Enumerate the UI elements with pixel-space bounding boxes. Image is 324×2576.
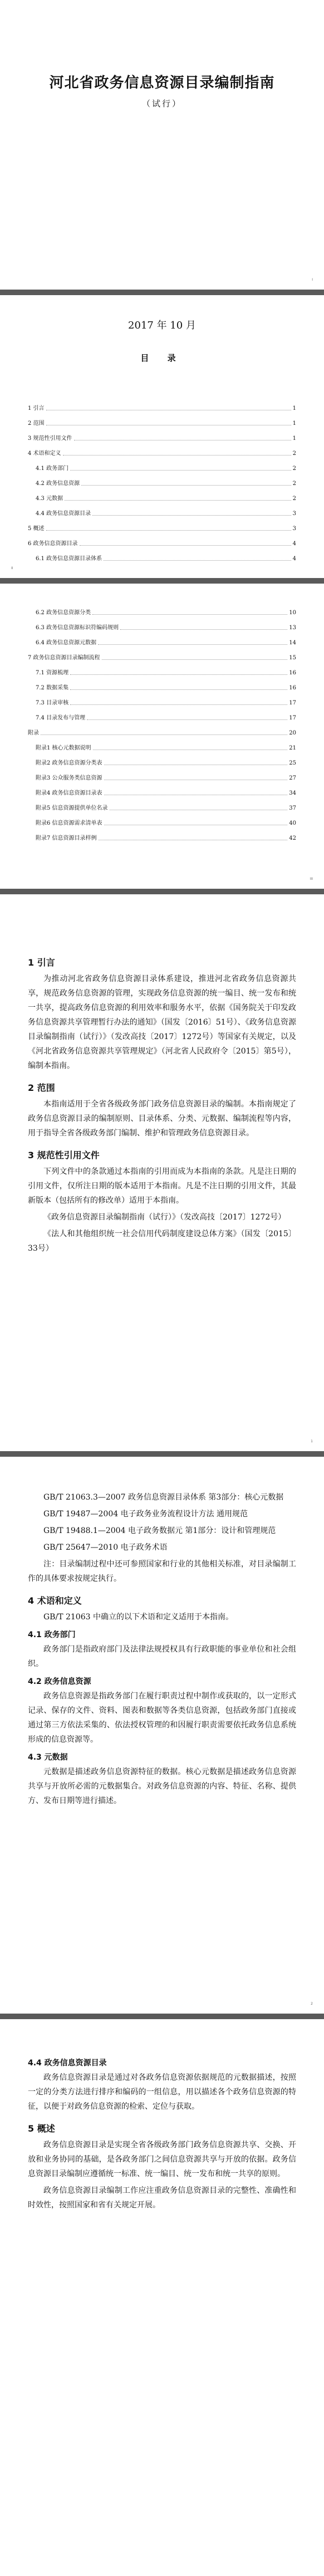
toc-entry-page: 2	[292, 481, 296, 487]
toc-entry[interactable]	[28, 767, 296, 782]
toc-leader-dots	[70, 689, 287, 690]
toc-entry[interactable]	[28, 737, 296, 752]
page-number: III	[310, 877, 313, 881]
page-number: II	[11, 566, 13, 570]
subsection-heading: 4.2 政务信息资源	[28, 1677, 91, 1686]
toc-entry[interactable]	[28, 616, 296, 631]
toc-entry-title: 附录2 政务信息资源分类表	[36, 760, 102, 766]
toc-leader-dots	[70, 704, 287, 705]
toc-entry-page: 1	[292, 420, 296, 427]
toc-entry-title: 7.1 资源梳理	[36, 670, 69, 676]
toc-entry-page: 1	[292, 435, 296, 442]
toc-entry-title: 附录3 公众服务类信息资源	[36, 775, 102, 781]
toc-entry[interactable]	[28, 827, 296, 842]
toc-entry[interactable]	[28, 692, 296, 707]
toc-leader-dots	[65, 500, 291, 501]
toc-entry-page: 16	[289, 670, 296, 676]
toc-entry-title: 7.2 数据采集	[36, 685, 69, 691]
toc-entry-page: 17	[289, 715, 296, 721]
section-heading-intro: 1 引言	[28, 957, 55, 968]
toc-entry-title: 6 政务信息资源目录	[28, 541, 78, 547]
paragraph: 政务信息资源是指政务部门在履行职责过程中制作或获取的，以一定形式记录、保存的文件、资料、图表和数据等各类信息资源，包括政务部门直接或通过第三方依法采集的、依法授权管理的和因履行职责需要依托政务信息系统形成的信息资源等。	[28, 1692, 296, 1744]
document-date: 2017 年 10 月	[128, 320, 196, 331]
toc-entry-title: 4.1 政务部门	[36, 466, 69, 472]
section-heading-scope: 2 范围	[28, 1083, 55, 1093]
toc-page-2	[0, 584, 324, 889]
paragraph: 政务信息资源目录是通过对各政务信息资源依据规范的元数据描述，按照一定的分类方法进行排序和编码的一组信息，用以描述各个政务信息资源的特征，以便于对政务信息资源的检索、定位与获取。	[28, 2073, 296, 2111]
toc-entry[interactable]	[28, 427, 296, 442]
toc-entry-title: 6.4 政务信息资源元数据	[36, 640, 97, 646]
toc-entry-page: 10	[289, 610, 296, 616]
toc-entry[interactable]	[28, 722, 296, 737]
paragraph: 政务信息资源目录是实现全省各级政务部门政务信息资源共享、交换、开放和业务协同的基础，是各政务部门之间信息资源共享与开放的依据。政务信息资源目录编制应遵循统一标准、统一编目、统一发布和统一共享的原则。	[28, 2141, 296, 2178]
cover-page	[0, 0, 324, 290]
toc-entry[interactable]	[28, 487, 296, 502]
toc-entry-title: 2 范围	[28, 420, 45, 427]
toc-leader-dots	[41, 734, 287, 735]
toc-entry-title: 附录5 信息资源提供单位名录	[36, 805, 108, 811]
toc-leader-dots	[87, 719, 287, 720]
section-heading-overview: 5 概述	[28, 2123, 55, 2134]
toc-entry[interactable]	[28, 457, 296, 472]
document-title: 河北省政务信息资源目录编制指南	[49, 75, 275, 91]
toc-entry[interactable]	[28, 532, 296, 547]
toc-leader-dots	[92, 614, 287, 615]
paragraph: 为推动河北省政务信息资源目录体系建设，推进河北省政务信息资源共享，规范政务信息资源的管理，实现政务信息资源的统一编目、统一发布和统一共享，提高政务信息资源的利用效率和服务水平，依据《国务院关于印发政务信息资源共享管理暂行办法的通知》（国发〔2016〕51号）、《政务信息资源目录编制指南（试行）》（发改高技〔2017〕1272号）等国家有关规定，以及《河北省政务信息资源共享管理规定》（河北省人民政府令〔2015〕第5号），编制本指南。	[28, 974, 296, 1070]
toc-entry-title: 附录6 信息资源需求清单表	[36, 820, 102, 826]
document-subtitle: （试行）	[141, 99, 182, 109]
toc-entry[interactable]	[28, 397, 296, 412]
toc-entry[interactable]	[28, 517, 296, 532]
paragraph: 元数据是描述政务信息资源特征的数据。核心元数据是描述政务信息资源共享与开放所必需的元数据集合。对政务信息资源的内容、特征、名称、提供方、发布日期等进行描述。	[28, 1767, 296, 1805]
toc-entry-title: 7.4 目录发布与管理	[36, 715, 86, 721]
toc-entry-page: 4	[292, 541, 296, 547]
content-page-3	[0, 2019, 324, 2576]
section-heading-references: 3 规范性引用文件	[28, 1150, 100, 1160]
toc-entry-title: 附录	[28, 730, 39, 736]
toc-entry-page: 2	[292, 496, 296, 502]
toc-entry-page: 37	[289, 805, 296, 811]
toc-entry-title: 6.2 政务信息资源分类	[36, 610, 91, 616]
toc-entry-page: 42	[289, 835, 296, 841]
subsection-heading: 4.1 政务部门	[28, 1630, 76, 1639]
toc-entry-page: 3	[292, 526, 296, 532]
toc-entry-page: 13	[289, 625, 296, 631]
reference-item: 《法人和其他组织统一社会信用代码制度建设总体方案》（国发〔2015〕33号）	[28, 1230, 296, 1253]
standard-reference: GB/T 19487—2004 电子政务业务流程设计方法 通用规范	[43, 1510, 248, 1519]
toc-entry-page: 2	[292, 450, 296, 457]
toc-entry-title: 7 政务信息资源目录编制流程	[28, 655, 100, 661]
toc-leader-dots	[81, 485, 291, 486]
toc-entry-page: 25	[289, 760, 296, 766]
toc-entry-page: 16	[289, 685, 296, 691]
toc-entry-title: 附录7 信息资源目录样例	[36, 835, 97, 841]
toc-entry-title: 4.2 政务信息资源	[36, 481, 80, 487]
toc-entry-title: 7.3 目录审核	[36, 700, 69, 706]
toc-entry-title: 1 引言	[28, 405, 45, 412]
toc-entry-page: 27	[289, 775, 296, 781]
section-heading-terms: 4 术语和定义	[28, 1595, 82, 1606]
toc-entry-title: 附录4 政务信息资源目录表	[36, 790, 102, 796]
toc-leader-dots	[80, 545, 291, 546]
paragraph: 政务信息资源目录编制工作应注重政务信息资源目录的完整性、准确性和时效性，按照国家和省有关规定开展。	[28, 2186, 296, 2210]
toc-entry-page: 21	[289, 745, 296, 751]
toc-entry[interactable]	[28, 472, 296, 487]
toc-leader-dots	[63, 455, 291, 456]
toc-leader-dots	[104, 560, 291, 561]
table-of-contents	[28, 397, 296, 562]
standard-reference: GB/T 25647—2010 电子政务术语	[43, 1543, 168, 1552]
toc-entry-page: 4	[292, 556, 296, 562]
toc-entry-page: 15	[289, 655, 296, 661]
page-number: 1	[311, 1439, 313, 1443]
toc-leader-dots	[46, 530, 291, 531]
toc-entry[interactable]	[28, 647, 296, 662]
standard-reference: GB/T 19488.1—2004 电子政务数据元 第1部分：设计和管理规范	[43, 1526, 276, 1535]
toc-leader-dots	[70, 674, 287, 675]
toc-entry-page: 1	[292, 405, 296, 412]
toc-entry[interactable]	[28, 601, 296, 616]
toc-entry-title: 6.1 政务信息资源目录体系	[36, 556, 102, 562]
toc-leader-dots	[102, 659, 288, 660]
toc-entry[interactable]	[28, 707, 296, 722]
toc-entry-page: 34	[289, 790, 296, 796]
toc-entry[interactable]	[28, 752, 296, 767]
reference-item: 《政务信息资源目录编制指南（试行）》（发改高技〔2017〕1272号）	[43, 1213, 286, 1222]
toc-entry-title: 4.3 元数据	[36, 496, 63, 502]
toc-entry-title: 4 术语和定义	[28, 450, 61, 457]
toc-entry[interactable]	[28, 631, 296, 647]
toc-page-1	[0, 295, 324, 578]
toc-entry[interactable]	[28, 812, 296, 827]
toc-entry-page: 40	[289, 820, 296, 826]
toc-entry[interactable]	[28, 442, 296, 457]
paragraph: GB/T 21063 中确立的以下术语和定义适用于本指南。	[43, 1613, 233, 1622]
toc-entry[interactable]	[28, 677, 296, 692]
toc-entry-page: 14	[289, 640, 296, 646]
paragraph: 注：目录编制过程中还可参照国家和行业的其他相关标准，对目录编制工作的具体要求按规定执行。	[28, 1560, 296, 1583]
toc-heading: 目 录	[140, 353, 184, 363]
content-page-2	[0, 1457, 324, 2014]
toc-entry-page: 3	[292, 511, 296, 517]
toc-entry[interactable]	[28, 547, 296, 562]
toc-entry[interactable]	[28, 797, 296, 812]
toc-entry-title: 附录1 核心元数据说明	[36, 745, 91, 751]
toc-entry-page: 20	[289, 730, 296, 736]
toc-entry[interactable]	[28, 782, 296, 797]
toc-entry-title: 3 规范性引用文件	[28, 435, 72, 442]
table-of-contents-continued	[28, 601, 296, 842]
paragraph: 下列文件中的条款通过本指南的引用而成为本指南的条款。凡是注日期的引用文件，仅所注日期的版本适用于本指南。凡是不注日期的引用文件，其最新版本（包括所有的修改单）适用于本指南。	[28, 1167, 296, 1205]
paragraph: 政务部门是指政府部门及法律法规授权具有行政职能的事业单位和社会组织。	[28, 1645, 296, 1668]
content-page-1	[0, 894, 324, 1451]
page-number: I	[312, 278, 313, 282]
subsection-heading: 4.4 政务信息资源目录	[28, 2059, 107, 2068]
page-number: 2	[311, 2002, 313, 2006]
toc-leader-dots	[70, 470, 291, 471]
paragraph: 本指南适用于全省各级政务部门政务信息资源目录的编制。本指南规定了政务信息资源目录的编制原则、目录体系、分类、元数据、编制流程等内容，用于指导全省各级政务部门编制、维护和管理政务信息资源目录。	[28, 1100, 296, 1138]
standard-reference: GB/T 21063.3—2007 政务信息资源目录体系 第3部分：核心元数据	[43, 1493, 284, 1502]
toc-entry[interactable]	[28, 662, 296, 677]
toc-entry-title: 6.3 政务信息资源标识符编码规则	[36, 625, 119, 631]
toc-entry-title: 4.4 政务信息资源目录	[36, 511, 91, 517]
toc-entry-page: 2	[292, 466, 296, 472]
toc-leader-dots	[120, 629, 287, 630]
toc-entry[interactable]	[28, 502, 296, 517]
subsection-heading: 4.3 元数据	[28, 1753, 68, 1762]
toc-entry-page: 17	[289, 700, 296, 706]
toc-entry-title: 5 概述	[28, 526, 45, 532]
toc-leader-dots	[98, 644, 287, 645]
toc-leader-dots	[92, 515, 291, 516]
toc-entry[interactable]	[28, 412, 296, 427]
